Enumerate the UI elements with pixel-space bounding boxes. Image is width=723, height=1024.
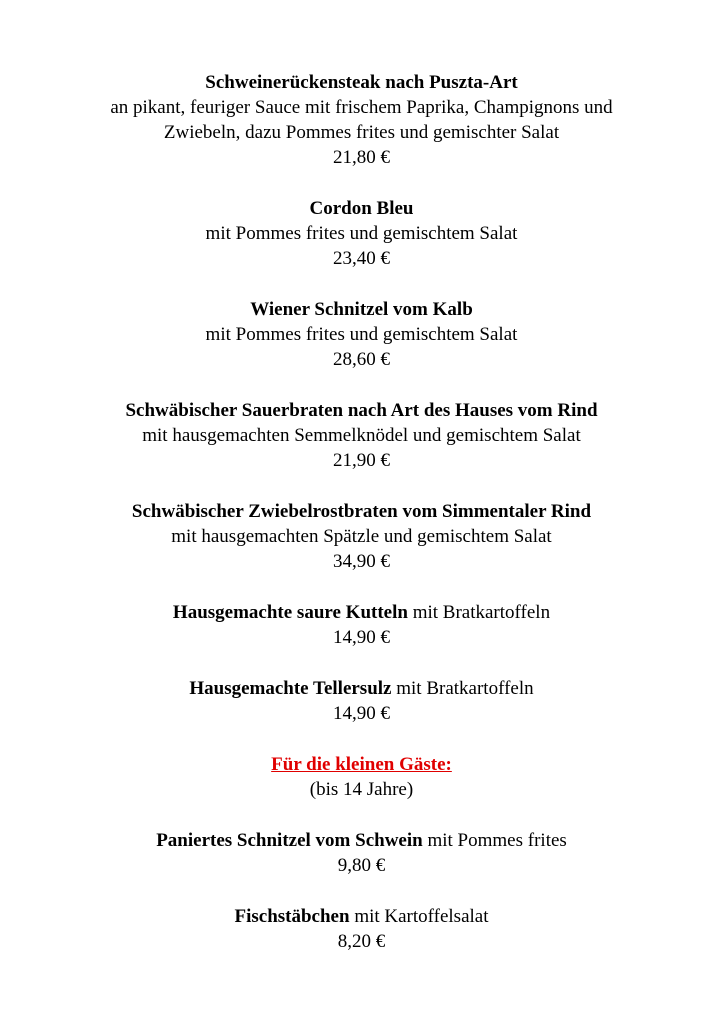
kids-heading: Für die kleinen Gäste: <box>271 754 452 775</box>
dish-price: 23,40 € <box>333 248 390 269</box>
menu-item <box>0 828 723 878</box>
dish-name: Schwäbischer Sauerbraten nach Art des Hauses vom Rind <box>125 400 598 421</box>
dish-price: 9,80 € <box>337 855 386 876</box>
dish-price: 21,80 € <box>333 147 390 168</box>
dish-description: Zwiebeln, dazu Pommes frites und gemischter Salat <box>163 122 560 143</box>
dish-description: mit hausgemachten Semmelknödel und gemischtem Salat <box>142 425 581 446</box>
menu-item <box>0 70 723 170</box>
dish-price: 14,90 € <box>333 703 390 724</box>
dish-price: 21,90 € <box>333 450 390 471</box>
dish-price: 8,20 € <box>337 931 386 952</box>
menu-item <box>0 600 723 650</box>
dish-name: Hausgemachte Tellersulz <box>189 678 392 699</box>
dish-description: mit Pommes frites und gemischtem Salat <box>205 223 518 244</box>
menu-item <box>0 499 723 574</box>
dish-name: Schweinerückensteak nach Puszta-Art <box>205 72 518 93</box>
dish-name: Wiener Schnitzel vom Kalb <box>250 299 473 320</box>
menu-item <box>0 676 723 726</box>
dish-name: Fischstäbchen <box>234 906 350 927</box>
menu-item <box>0 297 723 372</box>
dish-description: mit Pommes frites <box>422 830 567 851</box>
dish-name: Paniertes Schnitzel vom Schwein <box>156 830 423 851</box>
kids-section-header <box>0 752 723 802</box>
dish-name: Cordon Bleu <box>309 198 414 219</box>
menu-item <box>0 904 723 954</box>
dish-description: an pikant, feuriger Sauce mit frischem Paprika, Champignons und <box>110 97 613 118</box>
dish-description: mit Kartoffelsalat <box>349 906 489 927</box>
dish-description: mit hausgemachten Spätzle und gemischtem Salat <box>171 526 552 547</box>
dish-name: Schwäbischer Zwiebelrostbraten vom Simmentaler Rind <box>131 501 592 522</box>
dish-name: Hausgemachte saure Kutteln <box>172 602 408 623</box>
menu-item <box>0 196 723 271</box>
menu-item <box>0 398 723 473</box>
kids-age-note: (bis 14 Jahre) <box>309 779 414 800</box>
menu-page <box>0 70 723 980</box>
dish-description: mit Pommes frites und gemischtem Salat <box>205 324 518 345</box>
dish-price: 14,90 € <box>333 627 390 648</box>
dish-description: mit Bratkartoffeln <box>391 678 534 699</box>
dish-description: mit Bratkartoffeln <box>407 602 551 623</box>
dish-price: 34,90 € <box>333 551 390 572</box>
dish-price: 28,60 € <box>333 349 390 370</box>
